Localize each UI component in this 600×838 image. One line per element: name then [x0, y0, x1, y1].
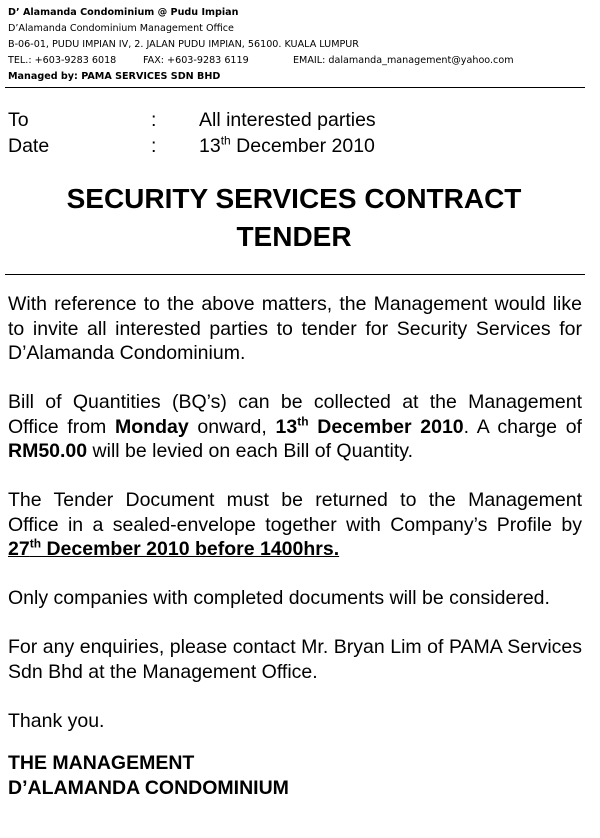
- letterhead-email: EMAIL: dalamanda_management@yahoo.com: [293, 55, 514, 66]
- date-colon: :: [151, 135, 157, 157]
- bq-date-day: 13: [275, 415, 298, 438]
- letterhead-office: D’Alamanda Condominium Management Office: [8, 23, 234, 34]
- letterhead-address: B-06-01, PUDU IMPIAN IV, 2. JALAN PUDU IMPIAN, 56100. KUALA LUMPUR: [8, 39, 359, 50]
- letter-body: [8, 292, 582, 800]
- letterhead-tel: TEL.: +603-9283 6018: [8, 55, 117, 66]
- letterhead: [8, 5, 588, 85]
- paragraph-intro: With reference to the above matters, the Management would like to invite all interested parties to tender for Security Services for D’Alamanda Condominium.: [8, 293, 582, 364]
- letterhead-name: D’ Alamanda Condominium @ Pudu Impian: [8, 7, 239, 18]
- signature-line-1: THE MANAGEMENT: [8, 752, 195, 774]
- paragraph-bq: [8, 390, 582, 464]
- bq-date: [276, 416, 464, 438]
- page-title: [0, 180, 588, 256]
- header-divider: [5, 87, 585, 88]
- paragraph-return: [8, 488, 582, 562]
- title-divider: [5, 274, 585, 275]
- bq-text-b: onward,: [188, 415, 276, 438]
- bq-date-suffix: th: [297, 414, 309, 428]
- letterhead-contacts: [8, 53, 588, 69]
- date-row: [8, 133, 376, 159]
- bq-text-c: . A charge of: [463, 415, 582, 438]
- date-day: 13: [199, 135, 221, 157]
- date-value: [199, 133, 375, 159]
- paragraph-enquiries: For any enquiries, please contact Mr. Bryan Lim of PAMA Services Sdn Bhd at the Management Office.: [8, 636, 582, 683]
- return-text: The Tender Document must be returned to the Management Office in a sealed-envelope together with Company’s Profile by: [8, 489, 582, 536]
- paragraph-only: Only companies with completed documents will be considered.: [8, 587, 550, 609]
- letterhead-managed-by: Managed by: PAMA SERVICES SDN BHD: [8, 71, 221, 82]
- bq-monday: Monday: [115, 415, 189, 438]
- memo-meta: [8, 107, 376, 159]
- to-row: [8, 107, 376, 133]
- deadline-suffix: th: [29, 536, 42, 551]
- signature-block: [8, 751, 582, 800]
- to-colon: :: [151, 109, 157, 131]
- deadline-rest: December 2010 before 1400hrs.: [41, 538, 340, 560]
- paragraph-thanks: Thank you.: [8, 709, 105, 732]
- letterhead-fax: FAX: +603-9283 6119: [143, 55, 249, 66]
- title-line-2: TENDER: [236, 221, 352, 252]
- date-label: Date: [8, 135, 50, 157]
- date-suffix: th: [220, 133, 231, 148]
- signature-line-2: D’ALAMANDA CONDOMINIUM: [8, 776, 289, 799]
- return-deadline: [8, 538, 339, 560]
- bq-text-a: Bill of Quantities (BQ’s) can be collected at the Management Office from: [8, 391, 582, 438]
- bq-amount: RM50.00: [8, 440, 88, 462]
- title-line-1: SECURITY SERVICES CONTRACT: [66, 183, 522, 214]
- bq-date-rest: December 2010: [308, 415, 464, 438]
- deadline-day: 27: [8, 538, 30, 560]
- to-label: To: [8, 109, 29, 131]
- date-rest: December 2010: [230, 135, 375, 157]
- to-value: All interested parties: [199, 109, 376, 131]
- bq-text-d: will be levied on each Bill of Quantity.: [87, 440, 414, 462]
